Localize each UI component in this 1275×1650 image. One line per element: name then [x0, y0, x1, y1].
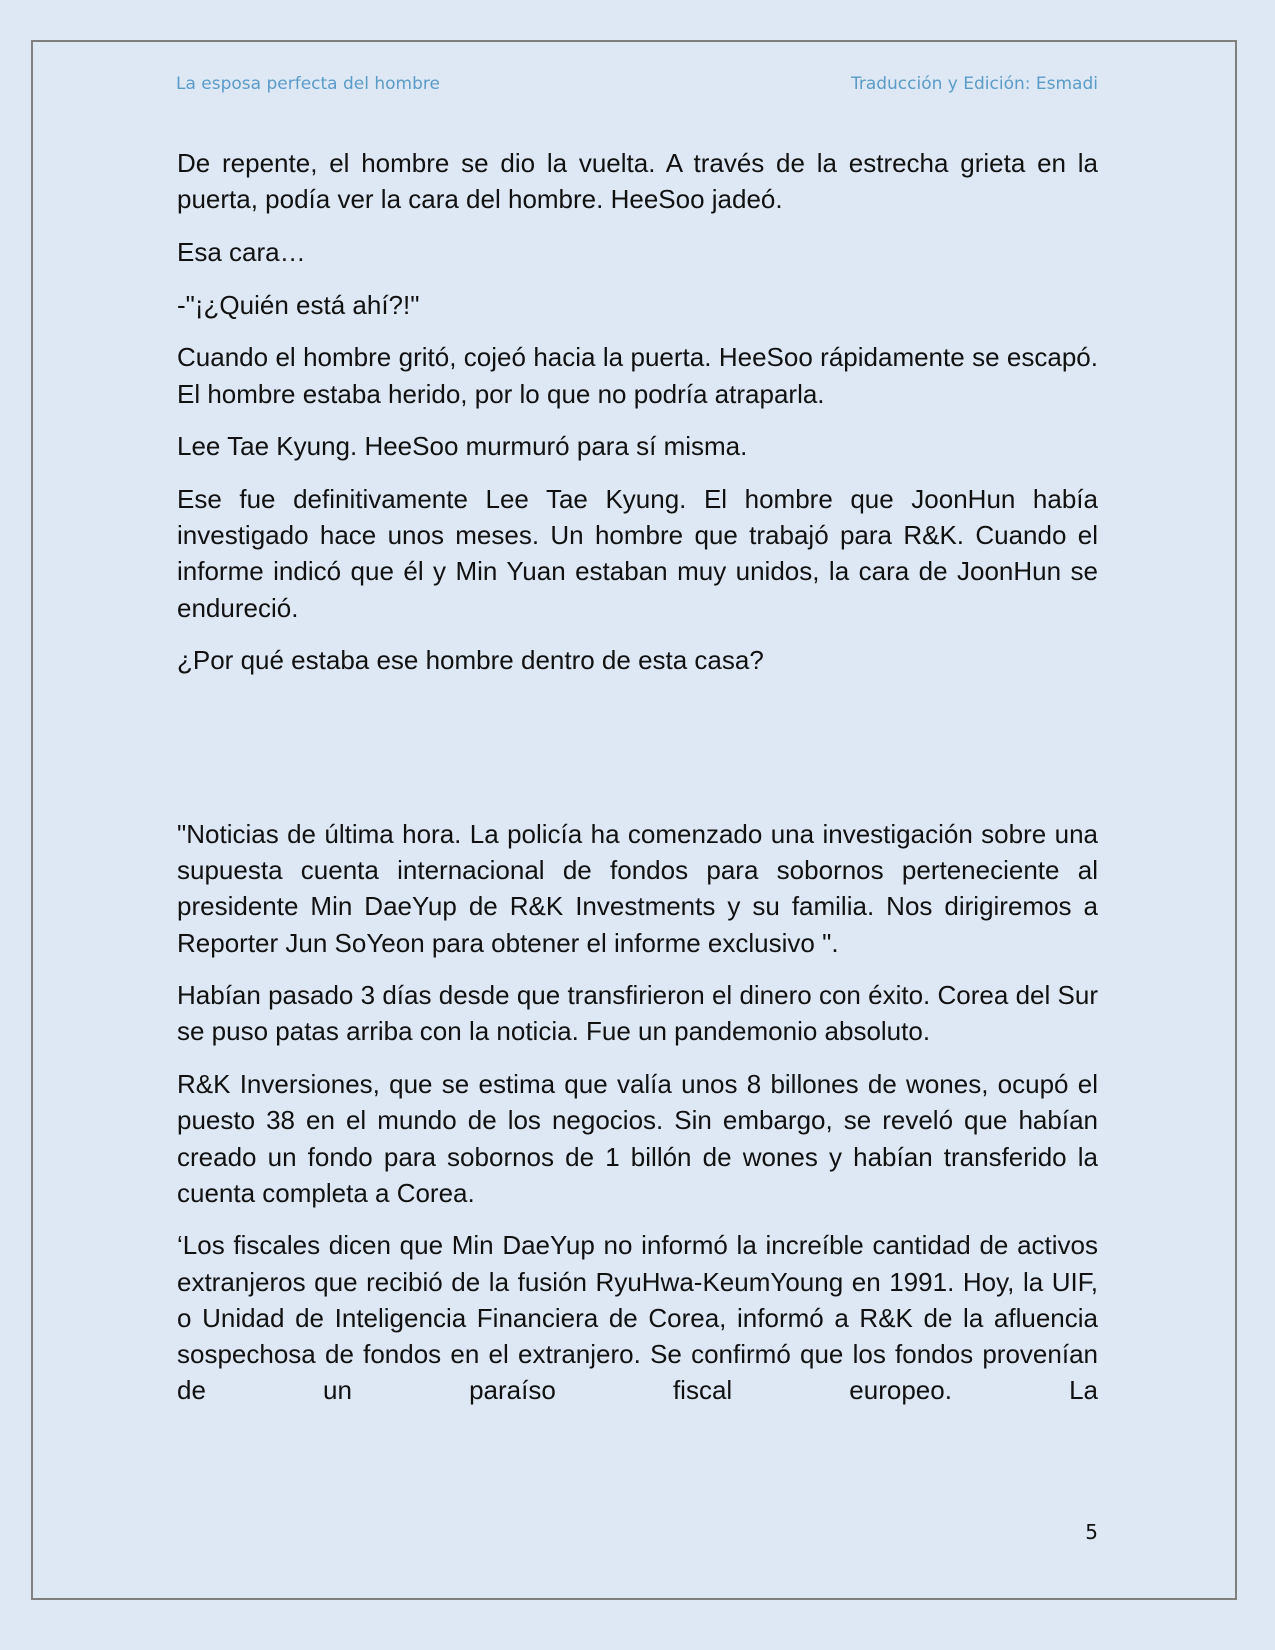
paragraph: Cuando el hombre gritó, cojeó hacia la puerta. HeeSoo rápidamente se escapó. El hombre estaba herido, por lo que no podría atraparla.: [177, 342, 1098, 409]
page-header: [176, 74, 1098, 100]
paragraph: Habían pasado 3 días desde que transfirieron el dinero con éxito. Corea del Sur se puso patas arriba con la noticia. Fue un pandemonio absoluto.: [177, 980, 1098, 1047]
page-number: 5: [1085, 1520, 1098, 1544]
header-translator-credit: Traducción y Edición: Esmadi: [850, 74, 1098, 94]
paragraph: Lee Tae Kyung. HeeSoo murmuró para sí misma.: [177, 431, 748, 462]
scene-break: [177, 695, 1098, 816]
paragraph: R&K Inversiones, que se estima que valía unos 8 billones de wones, ocupó el puesto 38 en el mundo de los negocios. Sin embargo, se reveló que habían creado un fondo para sobornos de 1 billón de wones y habían transferido la cuenta completa a Corea.: [177, 1069, 1098, 1208]
paragraph: Esa cara…: [177, 236, 306, 267]
paragraph: Ese fue definitivamente Lee Tae Kyung. El hombre que JoonHun había investigado hace unos meses. Un hombre que trabajó para R&K. Cuando el informe indicó que él y Min Yuan estaban muy unidos, la cara de JoonHun se endureció.: [177, 483, 1098, 623]
paragraph: ‘Los fiscales dicen que Min DaeYup no informó la increíble cantidad de activos extranjeros que recibió de la fusión RyuHwa-KeumYoung en 1991. Hoy, la UIF, o Unidad de Inteligencia Financiera de Corea, informó a R&K de la afluencia sospechosa de fondos en el extranjero. Se confirmó que los fondos provenían de un paraíso fiscal europeo. La: [177, 1230, 1098, 1406]
header-book-title: La esposa perfecta del hombre: [176, 74, 440, 94]
document-body: [177, 145, 1098, 1425]
paragraph: ¿Por qué estaba ese hombre dentro de esta casa?: [177, 645, 764, 676]
paragraph: De repente, el hombre se dio la vuelta. A través de la estrecha grieta en la puerta, podía ver la cara del hombre. HeeSoo jadeó.: [177, 148, 1098, 215]
paragraph: "Noticias de última hora. La policía ha comenzado una investigación sobre una supuesta cuenta internacional de fondos para sobornos perteneciente al presidente Min DaeYup de R&K Investments y su familia. Nos dirigiremos a Reporter Jun SoYeon para obtener el informe exclusivo ".: [177, 818, 1098, 958]
paragraph: -"¡¿Quién está ahí?!": [177, 289, 420, 320]
